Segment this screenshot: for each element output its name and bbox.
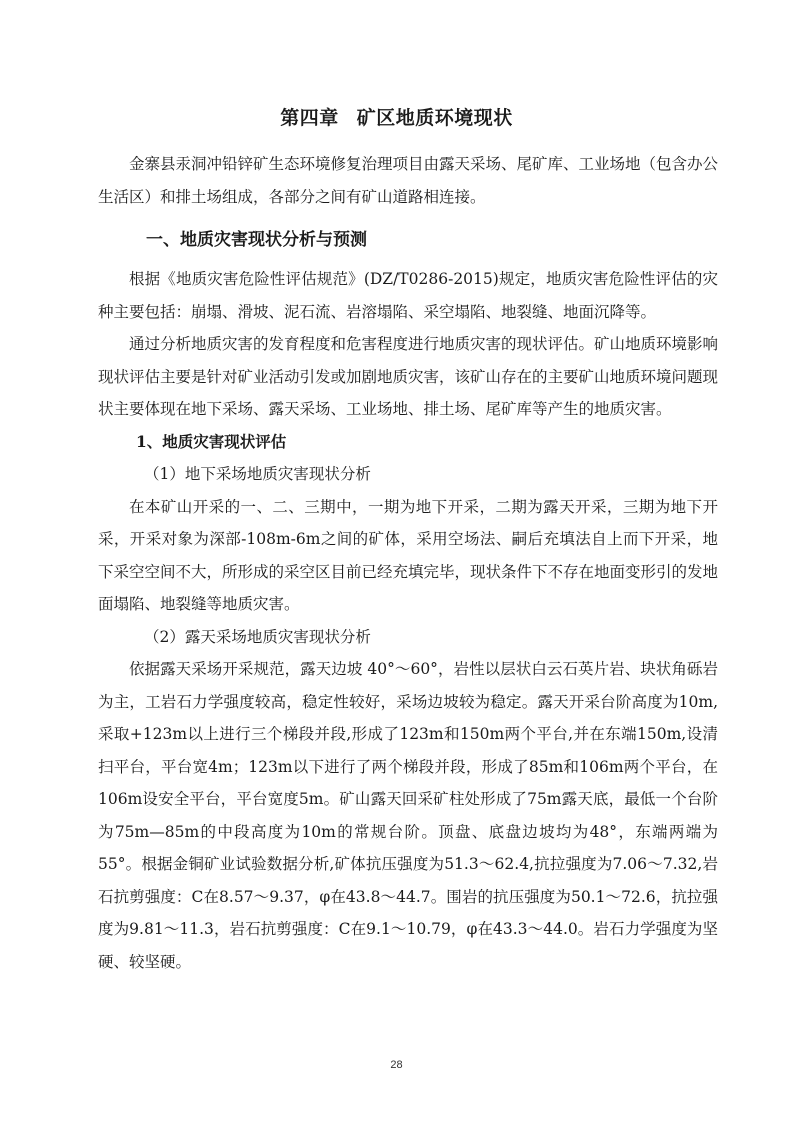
page-number: 28 — [390, 1059, 403, 1071]
paragraph-hazard-types: 根据《地质灾害危险性评估规范》(DZ/T0286-2015)规定，地质灾害危险性评估的灾种主要包括：崩塌、滑坡、泥石流、岩溶塌陷、采空塌陷、地裂缝、地面沉降等。 — [98, 270, 718, 321]
item-heading-underground: （1）地下采场地质灾害现状分析 — [144, 465, 371, 483]
subsection-heading-status: 1、地质灾害现状评估 — [136, 431, 287, 451]
section-heading-geohazard: 一、地质灾害现状分析与预测 — [146, 230, 367, 250]
paragraph-openpit: 依据露天采场开采规范，露天边坡 40°～60°，岩性以层状白云石英片岩、块状角砾岩为主，工岩石力学强度较高，稳定性较好，采场边坡较为稳定。露天开采台阶高度为10m,采取+123m以上进行三个梯段并段,形成了123m和150m两个平台,并在东端150m,设清扫平台，平台宽4m；123m以下进行了两个梯段并段，形成了85m和106m两个平台，在106m设安全平台，平台宽度5m。矿山露天回采矿柱处形成了75m露天底，最低一个台阶为75m—85m的中段高度为10m的常规台阶。顶盘、底盘边坡均为48°，东端两端为55°。根据金铜矿业试验数据分析,矿体抗压强度为51.3～62.4,抗拉强度为7.06～7.32,岩石抗剪强度：C在8.57～9.37，φ在43.8～44.7。围岩的抗压强度为50.1～72.6，抗拉强度为9.81～11.3，岩石抗剪强度：C在9.1～10.79，φ在43.3～44.0。岩石力学强度为坚硬、较坚硬。 — [98, 660, 718, 971]
chapter-name: 矿区地质环境现状 — [356, 107, 513, 129]
paragraph-underground: 在本矿山开采的一、二、三期中，一期为地下开采，二期为露天开采，三期为地下开采，开采对象为深部-108m-6m之间的矿体，采用空场法、嗣后充填法自上而下开采，地下采空空间不大，所形成的采空区目前已经充填完毕，现状条件下不存在地面变形引的发地面塌陷、地裂缝等地质灾害。 — [98, 497, 719, 613]
paragraph-status-assessment: 通过分析地质灾害的发育程度和危害程度进行地质灾害的现状评估。矿山地质环境影响现状评估主要是针对矿业活动引发或加剧地质灾害，该矿山存在的主要矿山地质环境问题现状主要体现在地下采场、露天采场、工业场地、排土场、尾矿库等产生的地质灾害。 — [98, 335, 719, 418]
intro-paragraph: 金寨县汞洞冲铅锌矿生态环境修复治理项目由露天采场、尾矿库、工业场地（包含办公生活区）和排土场组成，各部分之间有矿山道路相连接。 — [98, 155, 719, 206]
chapter-title — [0, 103, 793, 130]
chapter-number: 第四章 — [280, 107, 339, 129]
item-heading-openpit: （2）露天采场地质灾害现状分析 — [144, 627, 371, 646]
document-body — [98, 148, 718, 978]
